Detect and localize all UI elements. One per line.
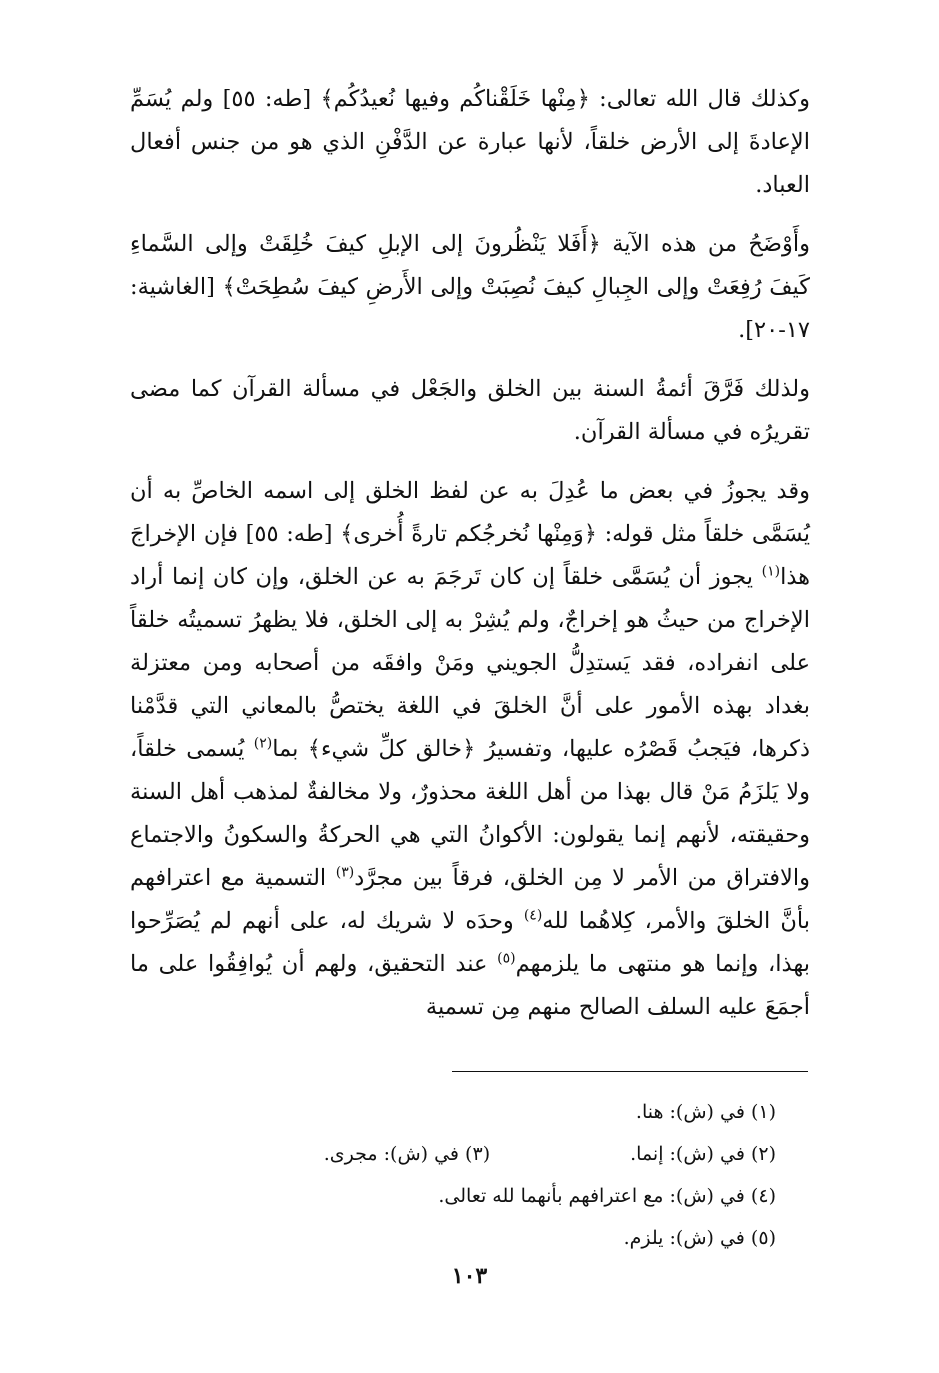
footnote-4: (٤) في (ش): مع اعترافهم بأنهما لله تعالى. [438,1185,776,1207]
paragraph-4-text-6: عند التحقيق، ولهم أن يُوافِقُوا على ما أجمَعَ عليه السلف الصالح منهم مِن تسمية [130,951,810,1020]
footnote-spacer [490,1133,630,1175]
footnote-row [216,1133,776,1175]
paragraph-2: وأَوْضَحُ من هذه الآية ﴿أَفَلا يَنْظُرونَ إلى الإبلِ كيفَ خُلِقَتْ وإلى السَّماءِ كَيفَ رُفِعَتْ وإلى الجِبالِ كيفَ نُصِبَتْ وإلى الأَرضِ كيفَ سُطِحَتْ﴾ [الغاشية: ١٧-٢٠]. [130,231,810,343]
paragraph-4-text-5: وحدَه لا شريك له، على أنهم لم يُصَرِّحوا بهذا، وإنما هو منتهى ما يلزمهم [130,908,811,977]
paragraph-4-text-3: يُسمى خلقاً، ولا يَلزَمُ مَنْ قال بهذا من أهل اللغة محذورٌ، ولا مخالفةٌ لمذهب أهل السنة وحقيقته، لأنهم إنما يقولون: الأكوانُ التي هي الحركةُ والسكونُ والاجتماع والافتراق من الأمر لا مِن الخلق، فرقاً بين مجرَّد [130,736,811,891]
paragraph-4-text-1: وقد يجوزُ في بعض ما عُدِلَ به عن لفظ الخلق إلى اسمه الخاصِّ به أن يُسَمَّى خلقاً مثل قوله: ﴿وَمِنْها نُخرجُكم تارةً أُخرى﴾ [طه: ٥٥] فإن الإخراجَ هذا [130,478,810,590]
paragraph-4-text-2: يجوز أن يُسَمَّى خلقاً إن كان تَرجَمَ به عن الخلق، وإن كان إنما أراد الإخراج من حيثُ هو إخراجٌ، ولم يُشِرْ به إلى الخلق، فلا يظهرُ تسميتُه خلقاً على انفراده، فقد يَستدِلُّ الجويني ومَنْ وافقَه من أصحابه ومن معتزلة بغداد بهذه الأمور على أنَّ الخلقَ في اللغة يختصُّ بالمعاني التي قدَّمْنا ذكرها، فيَجبُ قَصْرُه عليها، وتفسيرُ ﴿خالق كلِّ شيء﴾ بما [130,564,810,762]
footnote-row [216,1217,776,1259]
footnote-ref-1: (١) [761,563,781,580]
footnote-row [216,1175,776,1217]
footnote-ref-3: (٣) [335,864,355,881]
footnote-ref-5: (٥) [497,950,516,967]
footnote-row [216,1091,776,1133]
footnote-3: (٣) في (ش): مجرى. [323,1143,491,1165]
footnotes [216,1091,776,1259]
paragraph-1: وكذلك قال الله تعالى: ﴿مِنْها خَلَقْناكُم وفيها نُعيدُكُم﴾ [طه: ٥٥] ولم يُسَمِّ الإعادةَ إلى الأرض خلقاً، لأنها عبارة عن الدَّفْنِ الذي هو من جنس أفعال العباد. [130,86,810,198]
footnote-5: (٥) في (ش): يلزم. [623,1227,776,1249]
footnote-ref-2: (٢) [253,735,273,752]
paragraph-4-text-4: التسمية مع اعترافهم بأنَّ الخلقَ والأمر، كِلاهُما لله [130,865,810,934]
paragraph-4 [130,470,810,1029]
footnote-2: (٢) في (ش): إنما. [630,1143,776,1165]
footnote-1: (١) في (ش): هنا. [635,1101,776,1123]
page-number: ١٠٣ [451,1263,488,1289]
main-text [130,78,810,1029]
footnote-separator [452,1071,808,1072]
footnote-ref-4: (٤) [523,907,543,924]
paragraph-3: ولذلك فَرَّقَ أئمةُ السنة بين الخلق والجَعْل في مسألة القرآن كما مضى تقريرُه في مسألة القرآن. [130,376,811,445]
